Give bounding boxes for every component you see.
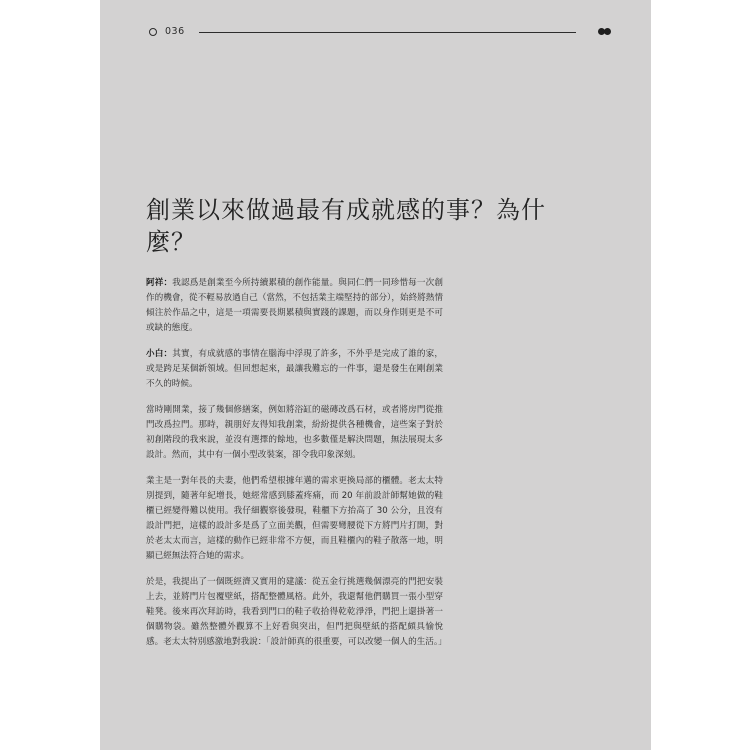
book-page bbox=[100, 0, 651, 750]
dot-icon bbox=[604, 28, 611, 35]
speaker-label: 阿祥： bbox=[146, 278, 173, 288]
header-rule bbox=[199, 32, 576, 33]
page-header bbox=[149, 26, 604, 40]
section-title: 創業以來做過最有成就感的事？為什麼？ bbox=[146, 196, 546, 256]
paragraph bbox=[146, 474, 443, 564]
paragraph-text: 我認爲是創業至今所持續累積的創作能量。與同仁們一同珍惜每一次創作的機會，從不輕易放過自己（當然，不包括業主端堅持的部分），始終將熱情傾注於作品之中，這是一項需要長期累積與實踐的課題，而以身作則更是不可或缺的態度。 bbox=[146, 278, 443, 333]
paragraph bbox=[146, 403, 443, 463]
header-double-dot-icon bbox=[598, 28, 612, 36]
paragraph-text: 其實，有成就感的事情在腦海中浮現了許多，不外乎是完成了誰的家，或是跨足某個新領域。但回想起來，最讓我難忘的一件事，還是發生在剛創業不久的時候。 bbox=[146, 349, 443, 389]
speaker-label: 小白： bbox=[146, 349, 173, 359]
paragraph-text: 業主是一對年長的夫妻，他們希望根據年邁的需求更換局部的櫃體。老太太特別提到，隨著年紀增長，她經常感到膝蓋疼痛，而 20 年前設計師幫她做的鞋櫃已經變得難以使用。我仔細觀察後發現，鞋櫃下方抬高了 30 公分，且沒有設計門把，這樣的設計多是爲了立面美觀，但需要彎腰從下方將門片打開，對於老太太而言，這樣的動作已經非常不方便，而且鞋櫃內的鞋子散落一地，明顯已經無法符合她的需求。 bbox=[146, 476, 443, 561]
paragraph bbox=[146, 276, 443, 336]
article-body bbox=[146, 276, 447, 661]
header-circle-icon bbox=[149, 28, 157, 36]
paragraph-text: 於是，我提出了一個既經濟又實用的建議：從五金行挑選幾個漂亮的門把安裝上去，並將門片包覆壁紙，搭配整體風格。此外，我還幫他們購買一張小型穿鞋凳。後來再次拜訪時，我看到門口的鞋子收拾得乾乾淨淨，門把上還掛著一個購物袋。雖然整體外觀算不上好看與突出，但門把與壁紙的搭配頗具愉悅感。老太太特別感激地對我說：「設計師真的很重要，可以改變一個人的生活。」 bbox=[146, 577, 447, 647]
paragraph bbox=[146, 347, 443, 392]
paragraph bbox=[146, 575, 447, 650]
paragraph-text: 當時剛開業，接了幾個修繕案，例如將浴缸的磁磚改爲石材，或者將房門從推門改爲拉門。那時，親朋好友得知我創業，紛紛提供各種機會，這些案子對於初創階段的我來說，並沒有選擇的餘地，也多數僅是解決問題，無法展現太多設計。然而，其中有一個小型改裝案，卻令我印象深刻。 bbox=[146, 405, 443, 460]
page-number: 036 bbox=[165, 26, 185, 37]
